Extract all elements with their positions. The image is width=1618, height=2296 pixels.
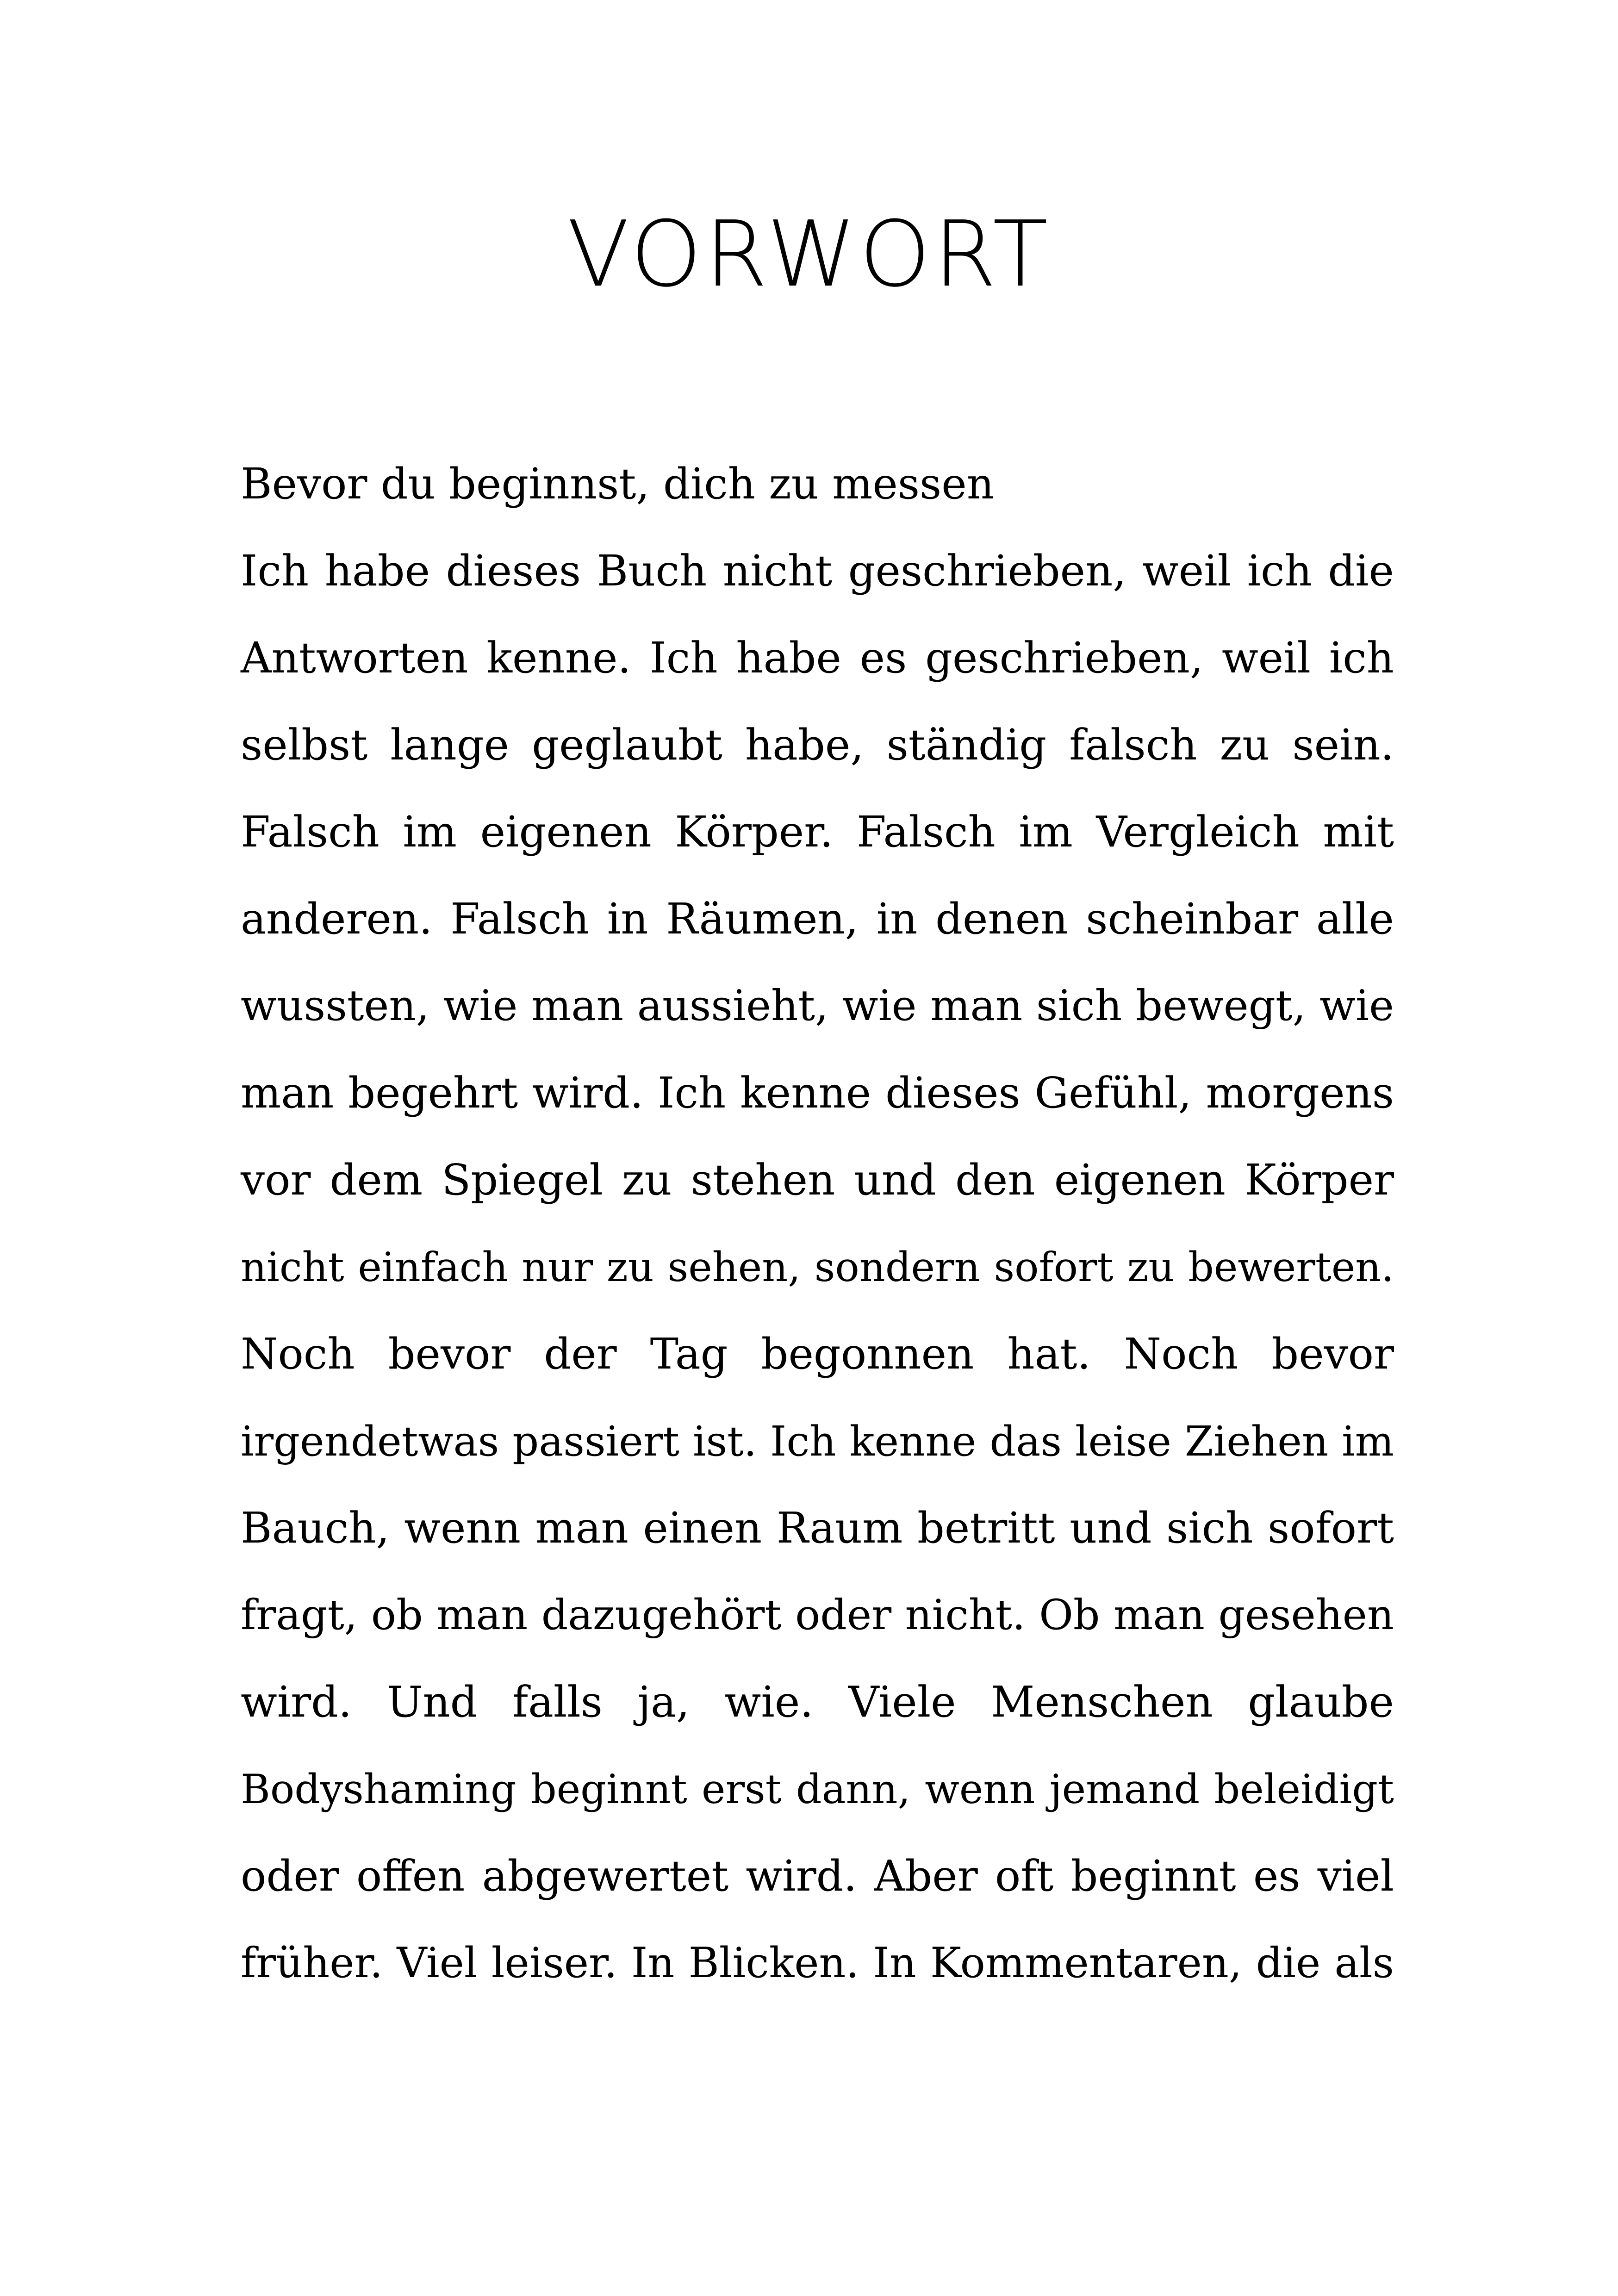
body-text bbox=[241, 441, 1394, 2007]
text-line: nicht einfach nur zu sehen, sondern sofort zu bewerten. bbox=[241, 1244, 1394, 1291]
text-line: wussten, wie man aussieht, wie man sich bewegt, wie bbox=[241, 982, 1394, 1030]
text-line: oder offen abgewertet wird. Aber oft beginnt es viel bbox=[241, 1851, 1394, 1901]
subheading: Bevor du beginnst, dich zu messen bbox=[241, 459, 994, 509]
text-line: früher. Viel leiser. In Blicken. In Kommentaren, die als bbox=[241, 1939, 1394, 1987]
text-line: selbst lange geglaubt habe, ständig falsch zu sein. bbox=[241, 720, 1394, 770]
text-line: vor dem Spiegel zu stehen und den eigenen Körper bbox=[241, 1155, 1394, 1205]
text-line: Bauch, wenn man einen Raum betritt und sich sofort bbox=[241, 1503, 1394, 1553]
text-line: irgendetwas passiert ist. Ich kenne das leise Ziehen im bbox=[241, 1417, 1394, 1465]
text-line: man begehrt wird. Ich kenne dieses Gefühl, morgens bbox=[241, 1068, 1394, 1118]
text-line: anderen. Falsch in Räumen, in denen scheinbar alle bbox=[241, 894, 1394, 944]
text-line: Noch bevor der Tag begonnen hat. Noch bevor bbox=[241, 1329, 1394, 1379]
text-line: Bodyshaming beginnt erst dann, wenn jemand beleidigt bbox=[241, 1766, 1394, 1813]
text-line: wird. Und falls ja, wie. Viele Menschen glaube bbox=[241, 1677, 1394, 1727]
text-line: Antworten kenne. Ich habe es geschrieben, weil ich bbox=[241, 633, 1394, 683]
text-line: Ich habe dieses Buch nicht geschrieben, weil ich die bbox=[241, 546, 1394, 596]
page-title: VORWORT bbox=[567, 202, 1051, 307]
text-line: fragt, ob man dazugehört oder nicht. Ob man gesehen bbox=[241, 1591, 1394, 1639]
text-line: Falsch im eigenen Körper. Falsch im Vergleich mit bbox=[241, 807, 1394, 857]
